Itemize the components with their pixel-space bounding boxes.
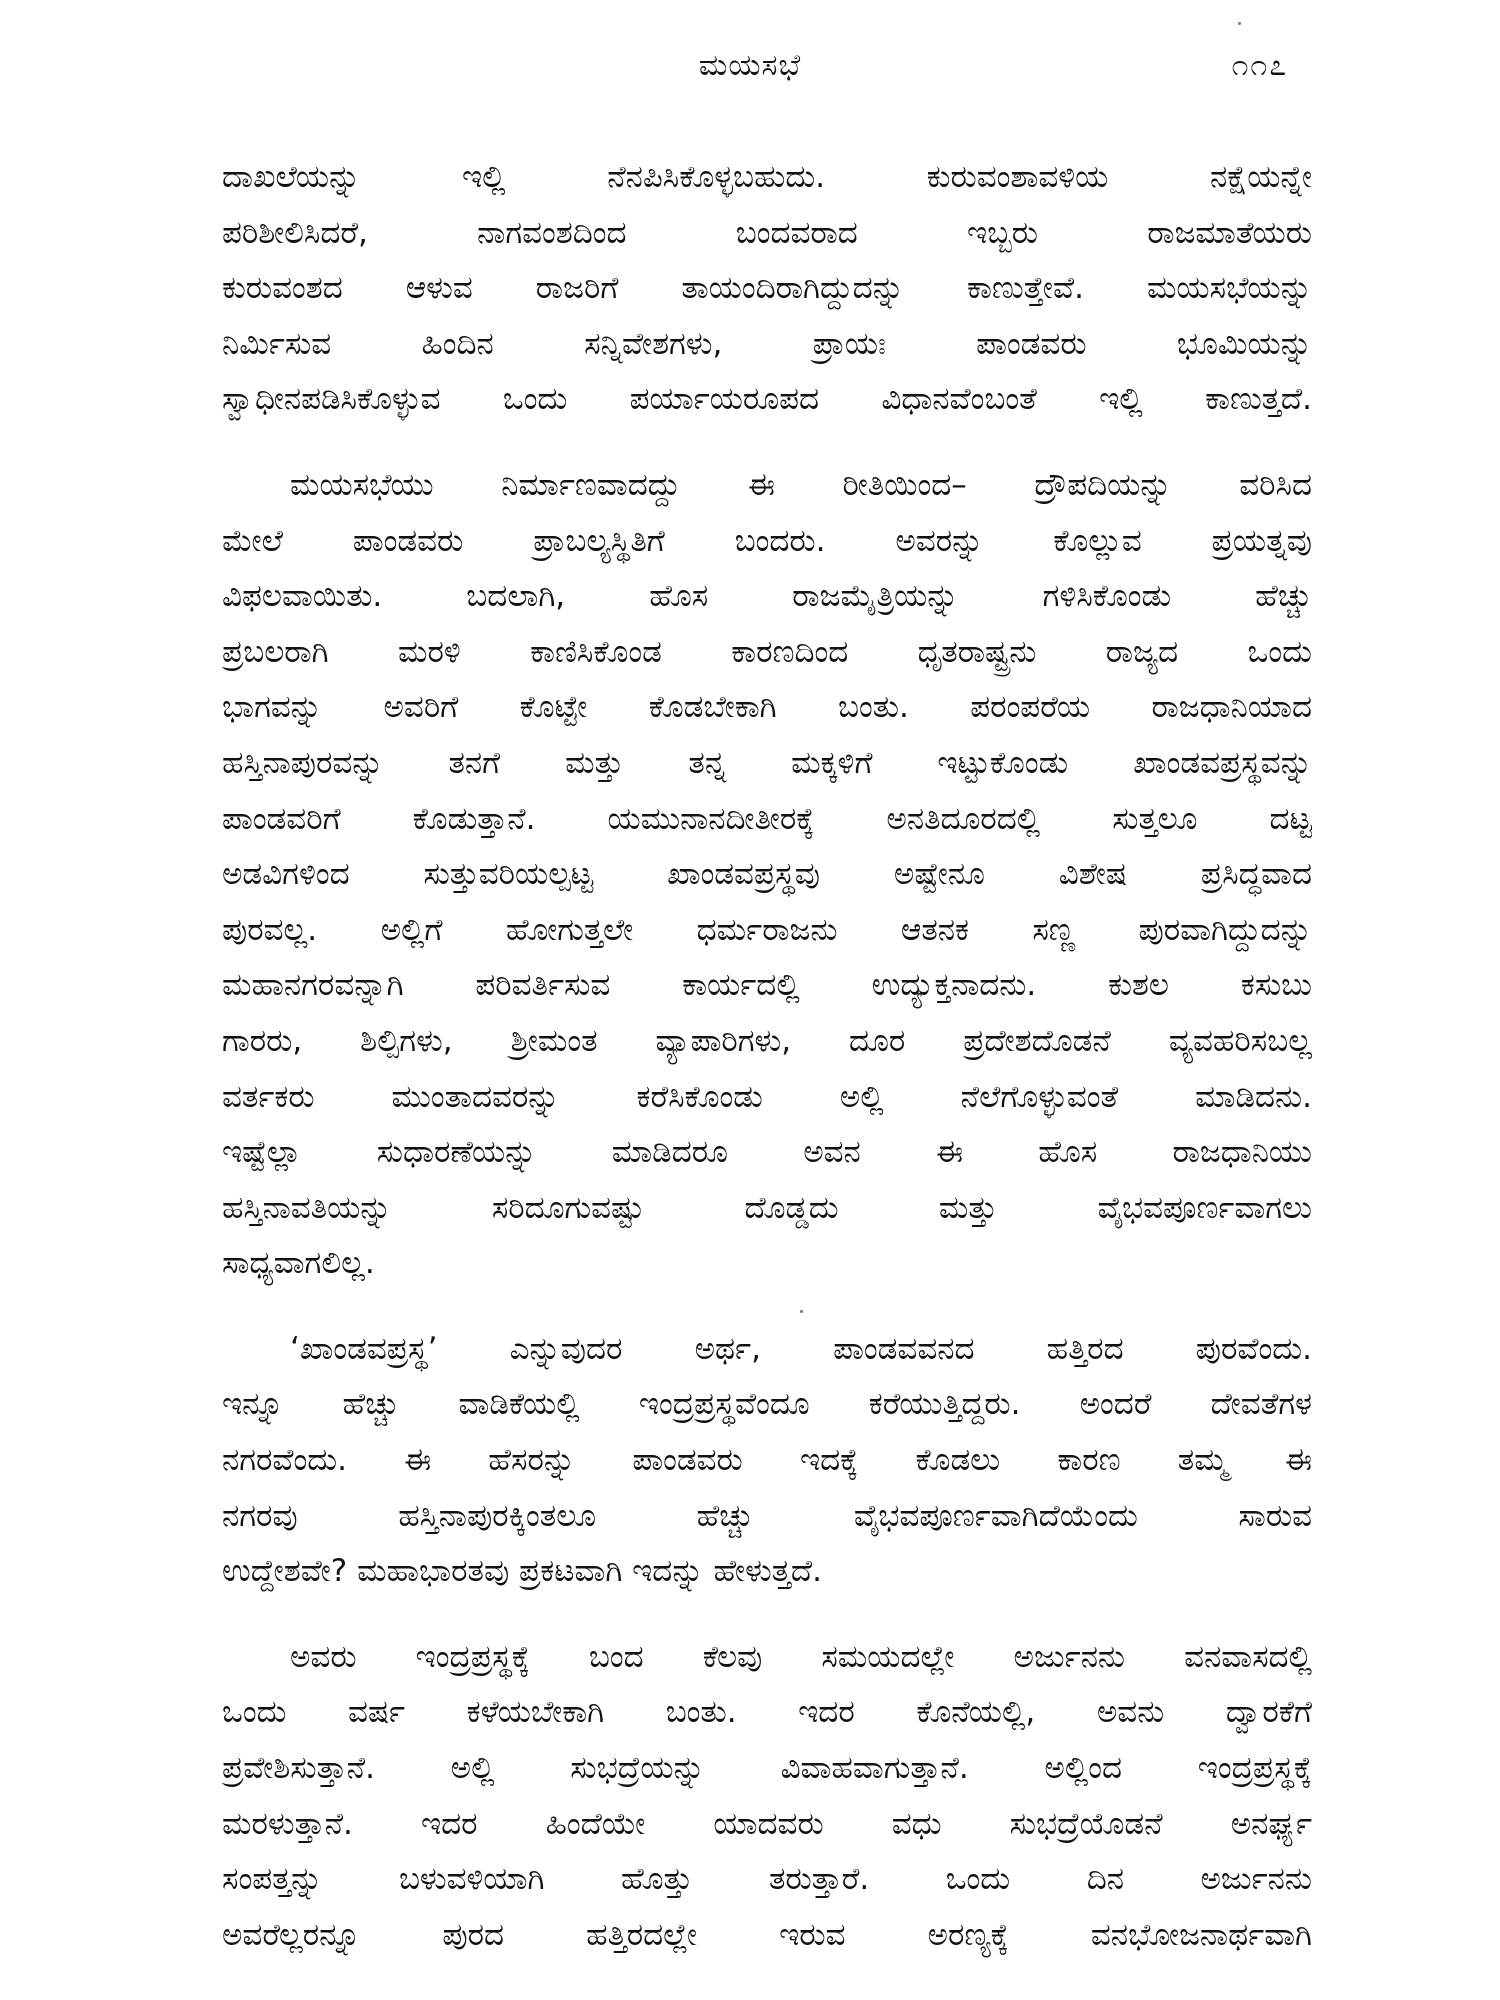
text-line: ವರ್ತಕರು ಮುಂತಾದವರನ್ನು ಕರೆಸಿಕೊಂಡು ಅಲ್ಲಿ ನೆಲೆಗೊಳ್ಳುವಂತೆ ಮಾಡಿದನು. [222,1078,1312,1115]
text-line: ಮಯಸಭೆಯು ನಿರ್ಮಾಣವಾದದ್ದು ಈ ರೀತಿಯಿಂದ– ದ್ರೌಪದಿಯನ್ನು ವರಿಸಿದ [290,466,1312,503]
paragraph-4 [222,1630,1312,1964]
scan-speck [1238,22,1241,25]
page-number: ೧೧೭ [1231,48,1288,83]
text-line: ಪ್ರವೇಶಿಸುತ್ತಾನೆ. ಅಲ್ಲಿ ಸುಭದ್ರೆಯನ್ನು ವಿವಾಹವಾಗುತ್ತಾನೆ. ಅಲ್ಲಿಂದ ಇಂದ್ರಪ್ರಸ್ಥಕ್ಕೆ [222,1750,1312,1787]
text-line: ಅಡವಿಗಳಿಂದ ಸುತ್ತುವರಿಯಲ್ಪಟ್ಟ ಖಾಂಡವಪ್ರಸ್ಥವು ಅಷ್ಟೇನೂ ವಿಶೇಷ ಪ್ರಸಿದ್ಧವಾದ [222,856,1312,893]
text-line: ನಗರವು ಹಸ್ತಿನಾಪುರಕ್ಕಿಂತಲೂ ಹೆಚ್ಚು ವೈಭವಪೂರ್ಣವಾಗಿದೆಯೆಂದು ಸಾರುವ [222,1497,1312,1534]
text-line: ಪಾಂಡವರಿಗೆ ಕೊಡುತ್ತಾನೆ. ಯಮುನಾನದೀತೀರಕ್ಕೆ ಅನತಿದೂರದಲ್ಲಿ ಸುತ್ತಲೂ ದಟ್ಟ [222,800,1312,837]
text-line: ಭಾಗವನ್ನು ಅವರಿಗೆ ಕೊಟ್ಟೇ ಕೊಡಬೇಕಾಗಿ ಬಂತು. ಪರಂಪರೆಯ ರಾಜಧಾನಿಯಾದ [222,689,1312,726]
text-line: ಮಹಾನಗರವನ್ನಾಗಿ ಪರಿವರ್ತಿಸುವ ಕಾರ್ಯದಲ್ಲಿ ಉದ್ಯುಕ್ತನಾದನು. ಕುಶಲ ಕಸುಬು [222,967,1312,1004]
text-line: ಅವರೆಲ್ಲರನ್ನೂ ಪುರದ ಹತ್ತಿರದಲ್ಲೇ ಇರುವ ಅರಣ್ಯಕ್ಕೆ ವನಭೋಜನಾರ್ಥವಾಗಿ [222,1916,1312,1953]
text-line: ಪ್ರಬಲರಾಗಿ ಮರಳಿ ಕಾಣಿಸಿಕೊಂಡ ಕಾರಣದಿಂದ ಧೃತರಾಷ್ಟ್ರನು ರಾಜ್ಯದ ಒಂದು [222,633,1312,670]
text-line: ಮೇಲೆ ಪಾಂಡವರು ಪ್ರಾಬಲ್ಯಸ್ಥಿತಿಗೆ ಬಂದರು. ಅವರನ್ನು ಕೊಲ್ಲುವ ಪ್ರಯತ್ನವು [222,522,1312,559]
text-line: ವಿಫಲವಾಯಿತು. ಬದಲಾಗಿ, ಹೊಸ ರಾಜಮೈತ್ರಿಯನ್ನು ಗಳಿಸಿಕೊಂಡು ಹೆಚ್ಚು [222,578,1312,615]
text-line: ಹಸ್ತಿನಾಪುರವನ್ನು ತನಗೆ ಮತ್ತು ತನ್ನ ಮಕ್ಕಳಿಗೆ ಇಟ್ಟುಕೊಂಡು ಖಾಂಡವಪ್ರಸ್ಥವನ್ನು [222,744,1312,781]
text-line: ನಿರ್ಮಿಸುವ ಹಿಂದಿನ ಸನ್ನಿವೇಶಗಳು, ಪ್ರಾಯಃ ಪಾಂಡವರು ಭೂಮಿಯನ್ನು [222,325,1312,362]
scan-speck [800,1310,803,1313]
text-line: ಪರಿಶೀಲಿಸಿದರೆ, ನಾಗವಂಶದಿಂದ ಬಂದವರಾದ ಇಬ್ಬರು ರಾಜಮಾತೆಯರು [222,214,1312,251]
text-line: ಒಂದು ವರ್ಷ ಕಳೆಯಬೇಕಾಗಿ ಬಂತು. ಇದರ ಕೊನೆಯಲ್ಲಿ, ಅವನು ದ್ವಾರಕೆಗೆ [222,1694,1312,1731]
text-line: ಹಸ್ತಿನಾವತಿಯನ್ನು ಸರಿದೂಗುವಷ್ಟು ದೊಡ್ಡದು ಮತ್ತು ವೈಭವಪೂರ್ಣವಾಗಲು [222,1189,1312,1226]
text-line: ಸ್ವಾಧೀನಪಡಿಸಿಕೊಳ್ಳುವ ಒಂದು ಪರ್ಯಾಯರೂಪದ ವಿಧಾನವೆಂಬಂತೆ ಇಲ್ಲಿ ಕಾಣುತ್ತದೆ. [222,381,1312,418]
text-line: ದಾಖಲೆಯನ್ನು ಇಲ್ಲಿ ನೆನಪಿಸಿಕೊಳ್ಳಬಹುದು. ಕುರುವಂಶಾವಳಿಯ ನಕ್ಷೆಯನ್ನೇ [222,159,1312,195]
text-line: ಇನ್ನೂ ಹೆಚ್ಚು ವಾಡಿಕೆಯಲ್ಲಿ ಇಂದ್ರಪ್ರಸ್ಥವೆಂದೂ ಕರೆಯುತ್ತಿದ್ದರು. ಅಂದರೆ ದೇವತೆಗಳ [222,1386,1312,1423]
text-line: ಪುರವಲ್ಲ. ಅಲ್ಲಿಗೆ ಹೋಗುತ್ತಲೇ ಧರ್ಮರಾಜನು ಆತನಕ ಸಣ್ಣ ಪುರವಾಗಿದ್ದುದನ್ನು [222,911,1312,948]
body-text [222,150,1312,1993]
text-line: ಕುರುವಂಶದ ಆಳುವ ರಾಜರಿಗೆ ತಾಯಂದಿರಾಗಿದ್ದುದನ್ನು ಕಾಣುತ್ತೇವೆ. ಮಯಸಭೆಯನ್ನು [222,270,1312,307]
text-line: ನಗರವೆಂದು. ಈ ಹೆಸರನ್ನು ಪಾಂಡವರು ಇದಕ್ಕೆ ಕೊಡಲು ಕಾರಣ ತಮ್ಮ ಈ [222,1442,1312,1479]
running-title: ಮಯಸಭೆ [698,48,802,83]
text-line: ಇಷ್ಟೆಲ್ಲಾ ಸುಧಾರಣೆಯನ್ನು ಮಾಡಿದರೂ ಅವನ ಈ ಹೊಸ ರಾಜಧಾನಿಯು [222,1134,1312,1171]
text-line: ಉದ್ದೇಶವೇ? ಮಹಾಭಾರತವು ಪ್ರಕಟವಾಗಿ ಇದನ್ನು ಹೇಳುತ್ತದೆ. [222,1553,822,1590]
text-line: ಗಾರರು, ಶಿಲ್ಪಿಗಳು, ಶ್ರೀಮಂತ ವ್ಯಾಪಾರಿಗಳು, ದೂರ ಪ್ರದೇಶದೊಡನೆ ವ್ಯವಹರಿಸಬಲ್ಲ [222,1022,1312,1059]
text-line: ‘ಖಾಂಡವಪ್ರಸ್ಥ’ ಎನ್ನುವುದರ ಅರ್ಥ, ಪಾಂಡವವನದ ಹತ್ತಿರದ ಪುರವೆಂದು. [290,1330,1312,1367]
text-line: ಸಂಪತ್ತನ್ನು ಬಳುವಳಿಯಾಗಿ ಹೊತ್ತು ತರುತ್ತಾರೆ. ಒಂದು ದಿನ ಅರ್ಜುನನು [222,1861,1312,1898]
text-line: ಮರಳುತ್ತಾನೆ. ಇದರ ಹಿಂದೆಯೇ ಯಾದವರು ವಧು ಸುಭದ್ರೆಯೊಡನೆ ಅನರ್ಘ್ಯ [222,1805,1312,1842]
paragraph-2 [222,458,1312,1292]
paragraph-1 [222,150,1312,428]
text-line: ಸಾಧ್ಯವಾಗಲಿಲ್ಲ. [222,1245,375,1282]
text-line: ಅವರು ಇಂದ್ರಪ್ರಸ್ಥಕ್ಕೆ ಬಂದ ಕೆಲವು ಸಮಯದಲ್ಲೇ ಅರ್ಜುನನು ವನವಾಸದಲ್ಲಿ [290,1638,1312,1675]
paragraph-3 [222,1322,1312,1600]
